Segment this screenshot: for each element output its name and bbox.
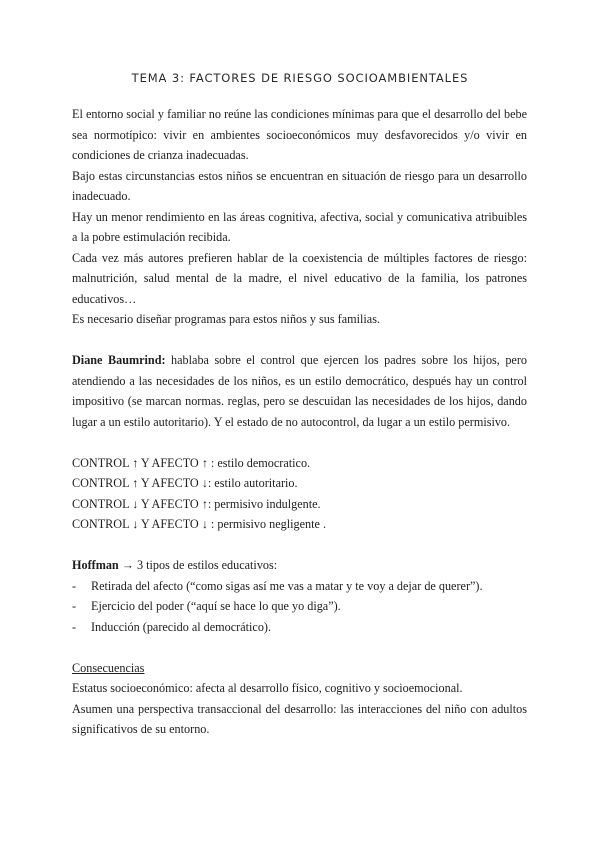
spacer	[72, 637, 527, 658]
hoffman-text: → 3 tipos de estilos educativos:	[118, 558, 278, 572]
control-line-4: CONTROL ↓ Y AFECTO ↓ : permisivo negligente .	[72, 517, 327, 531]
baumrind-name: Diane Baumrind:	[72, 353, 166, 367]
dash-bullet: -	[72, 619, 77, 634]
spacer	[72, 432, 527, 453]
list-item	[72, 596, 527, 617]
consecuencias-paragraph-2: Asumen una perspectiva transaccional del desarrollo: las interacciones del niño con adultos significativos de su entorno.	[72, 701, 527, 736]
spacer	[72, 330, 527, 351]
list-item-text: Retirada del afecto (“como sigas así me vas a matar y te voy a dejar de querer”).	[91, 578, 483, 593]
dash-bullet: -	[72, 578, 77, 593]
hoffman-name: Hoffman	[72, 558, 119, 572]
control-line-1: CONTROL ↑ Y AFECTO ↑ : estilo democratico.	[72, 455, 311, 470]
page-title: TEMA 3: FACTORES DE RIESGO SOCIOAMBIENTALES	[131, 71, 469, 85]
baumrind-text: hablaba sobre el control que ejercen los padres sobre los hijos, pero atendiendo a las necesidades de los niños, es un estilo democrático, después hay un control impositivo (se marcan normas. reglas, pero se descuidan las necesidades de los hijos, dando lugar a un estilo autoritario). Y el estado de no autocontrol, da lugar a un estilo permisivo.	[72, 353, 527, 429]
control-line-2: CONTROL ↑ Y AFECTO ↓: estilo autoritario.	[72, 476, 298, 490]
hoffman-list	[72, 576, 527, 638]
consecuencias-paragraph-1: Estatus socioeconómico: afecta al desarrollo físico, cognitivo y socioemocional.	[72, 681, 463, 695]
dash-bullet: -	[72, 599, 77, 613]
control-line-3: CONTROL ↓ Y AFECTO ↑: permisivo indulgente.	[72, 496, 321, 511]
baumrind-paragraph	[72, 350, 527, 432]
spacer	[72, 535, 527, 556]
list-item	[72, 617, 527, 638]
list-item-text: Inducción (parecido al democrático).	[91, 619, 272, 634]
hoffman-paragraph	[72, 555, 527, 576]
intro-paragraph-4: Cada vez más autores prefieren hablar de la coexistencia de múltiples factores de riesgo: malnutrición, salud mental de la madre, el nivel educativo de la familia, los patrones educativos…	[72, 250, 527, 306]
intro-paragraph-5: Es necesario diseñar programas para estos niños y sus familias.	[72, 312, 380, 326]
document-body	[72, 104, 527, 740]
consecuencias-heading: Consecuencias	[72, 660, 145, 675]
list-item-text: Ejercicio del poder (“aquí se hace lo que yo diga”).	[91, 599, 341, 613]
intro-paragraph-3: Hay un menor rendimiento en las áreas cognitiva, afectiva, social y comunicativa atribuibles a la pobre estimulación recibida.	[72, 209, 527, 244]
intro-paragraph-2: Bajo estas circunstancias estos niños se encuentran en situación de riesgo para un desarrollo inadecuado.	[72, 168, 527, 203]
list-item	[72, 576, 527, 597]
intro-paragraph-1: El entorno social y familiar no reúne las condiciones mínimas para que el desarrollo del bebe sea normotípico: vivir en ambientes socioeconómicos muy desfavorecidos y/o vivir en condiciones de crianza inadecuadas.	[72, 107, 527, 162]
